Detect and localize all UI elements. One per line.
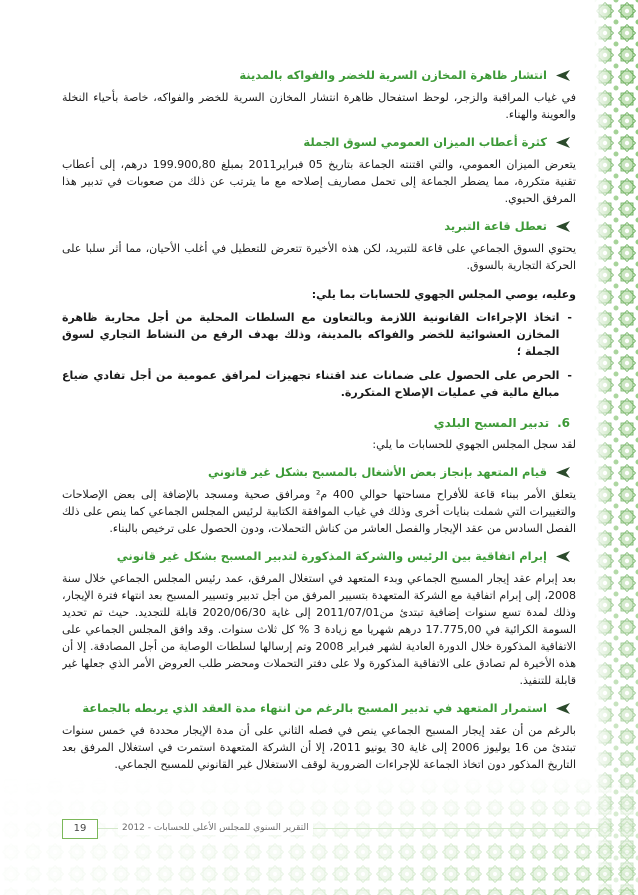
decorative-pattern-strip xyxy=(594,0,638,895)
finding-heading-illegal-agreement xyxy=(62,548,576,565)
finding-title: استمرار المتعهد في تدبير المسبح بالرغم من انتهاء مدة العقد الذي يربطه بالجماعة xyxy=(82,701,547,715)
list-marker: - xyxy=(567,311,572,324)
recommendation-intro: وعليه، يوصي المجلس الجهوي للحسابات بما يلي: xyxy=(311,288,576,301)
recommendation-item xyxy=(62,367,576,401)
finding-heading-cold-room xyxy=(62,218,576,235)
finding-text: بالرغم من أن عقد إيجار المسبح الجماعي ينص في فصله الثاني على أن مدة الإيجار محددة في خمس سنوات تبتدئ من 16 يوليوز 2006 إلى غاية 30 يونيو 2011، إلا أن الشركة المتعهدة استمرت في استغلال المرفق بعد التاريخ المذكور دون اتخاذ الجماعة للإجراءات الضرورية لوقف الاستغلال غير القانوني للمسبح الجماعي. xyxy=(62,724,576,771)
arrow-bullet-icon xyxy=(556,70,570,81)
finding-heading-hidden-warehouses xyxy=(62,67,576,84)
section-intro: لقد سجل المجلس الجهوي للحسابات ما يلي: xyxy=(372,438,576,451)
finding-title: قيام المتعهد بإنجاز بعض الأشغال بالمسبح بشكل غير قانوني xyxy=(207,465,547,479)
recommendation-item xyxy=(62,309,576,360)
finding-title: انتشار ظاهرة المخازن السرية للخضر والفواكه بالمدينة xyxy=(239,68,547,82)
list-marker: - xyxy=(567,369,572,382)
recommendation-text: الحرص على الحصول على ضمانات عند اقتناء تجهيزات لمرافق عمومية من أجل تفادي ضياع مبالغ مالية في عمليات الإصلاح المتكررة. xyxy=(62,369,560,399)
arrow-bullet-icon xyxy=(556,467,570,478)
recommendation-text: اتخاذ الإجراءات القانونية اللازمة وبالتعاون مع السلطات المحلية من أجل محاربة ظاهرة المخازن العشوائية للخضر والفواكه بالمدينة، وذلك بهدف الرفع من النشاط التجاري لسوق الجملة ؛ xyxy=(62,311,560,358)
finding-text: بعد إبرام عقد إيجار المسبح الجماعي وبدء المتعهد في استغلال المرفق، عمد رئيس المجلس الجماعي خلال سنة 2008، إلى إبرام اتفاقية مع الشركة المتعهدة بتسيير المرفق من أجل تدبير وتسيير المسبح بعد انتهاء فترة الإيجار، وذلك لمدة تسع سنوات إضافية تبتدئ من2011/07/01 إلى غاية 2020/06/30 قابلة للتجديد. حيث تم تحديد السومة الكرائية في 17.775,00 درهم شهريا مع زيادة 3 % كل ثلاث سنوات. وقد وافق المجلس الجماعي على الاتفاقية المذكورة خلال الدورة العادية لشهر فبراير 2008 وتم إرسالها لسلطات الوصاية من أجل المصادقة. إلا أن هذه الأخيرة لم تصادق على الاتفاقية المذكورة ولا على دفتر التحملات ومحضر طلب العروض الأمر الذي جعلها غير قابلة للتنفيذ. xyxy=(62,572,576,687)
page-number: 19 xyxy=(62,819,98,839)
arrow-bullet-icon xyxy=(556,221,570,232)
finding-heading-contract-expired xyxy=(62,700,576,717)
finding-heading-scale-breakdowns xyxy=(62,134,576,151)
footer-report-title: التقرير السنوي للمجلس الأعلى للحسابات - 2012 xyxy=(118,821,313,835)
section-heading xyxy=(62,415,576,432)
finding-title: إبرام اتفاقية بين الرئيس والشركة المذكورة لتدبير المسبح بشكل غير قانوني xyxy=(116,549,547,563)
section-number: 6. xyxy=(557,416,570,430)
recommendation-list xyxy=(62,309,576,401)
finding-title: تعطل قاعة التبريد xyxy=(444,219,547,233)
finding-text: يتعلق الأمر ببناء قاعة للأفراح مساحتها حوالي 400 م² ومرافق صحية ومسجد بالإضافة إلى بعض الإصلاحات والتغييرات التي شملت بنايات أخرى وذلك في غياب الموافقة الكتابية لرئيس المجلس الجماعي كما ينص على ذلك الفصل السادس من عقد الإيجار والفصل العاشر من كناش التحملات، ودون الحصول على ترخيص بالبناء. xyxy=(62,488,576,535)
arrow-bullet-icon xyxy=(556,137,570,148)
arrow-bullet-icon xyxy=(556,551,570,562)
finding-text: في غياب المراقبة والزجر، لوحظ استفحال ظاهرة انتشار المخازن السرية للخضر والفواكه، خاصة بأحياء النخلة والعوينة والهناء. xyxy=(62,91,576,121)
document-body xyxy=(62,63,576,773)
section-title: تدبير المسبح البلدي xyxy=(433,416,550,430)
finding-heading-illegal-works xyxy=(62,464,576,481)
finding-title: كثرة أعطاب الميزان العمومي لسوق الجملة xyxy=(303,135,547,149)
finding-text: يتعرض الميزان العمومي، والتي اقتنته الجماعة بتاريخ 05 فبراير2011 بمبلغ 199.900,80 درهم، إلى أعطاب تقنية متكررة، مما يضطر الجماعة إلى تحمل مصاريف إصلاحه مع ما يترتب عن ذلك من صعوبات في تدبير هذا المرفق الحيوي. xyxy=(62,158,576,205)
finding-text: يحتوي السوق الجماعي على قاعة للتبريد، لكن هذه الأخيرة تتعرض للتعطيل في أغلب الأحيان، مما أثر سلبا على الحركة التجارية بالسوق. xyxy=(62,242,576,272)
arrow-bullet-icon xyxy=(556,703,570,714)
